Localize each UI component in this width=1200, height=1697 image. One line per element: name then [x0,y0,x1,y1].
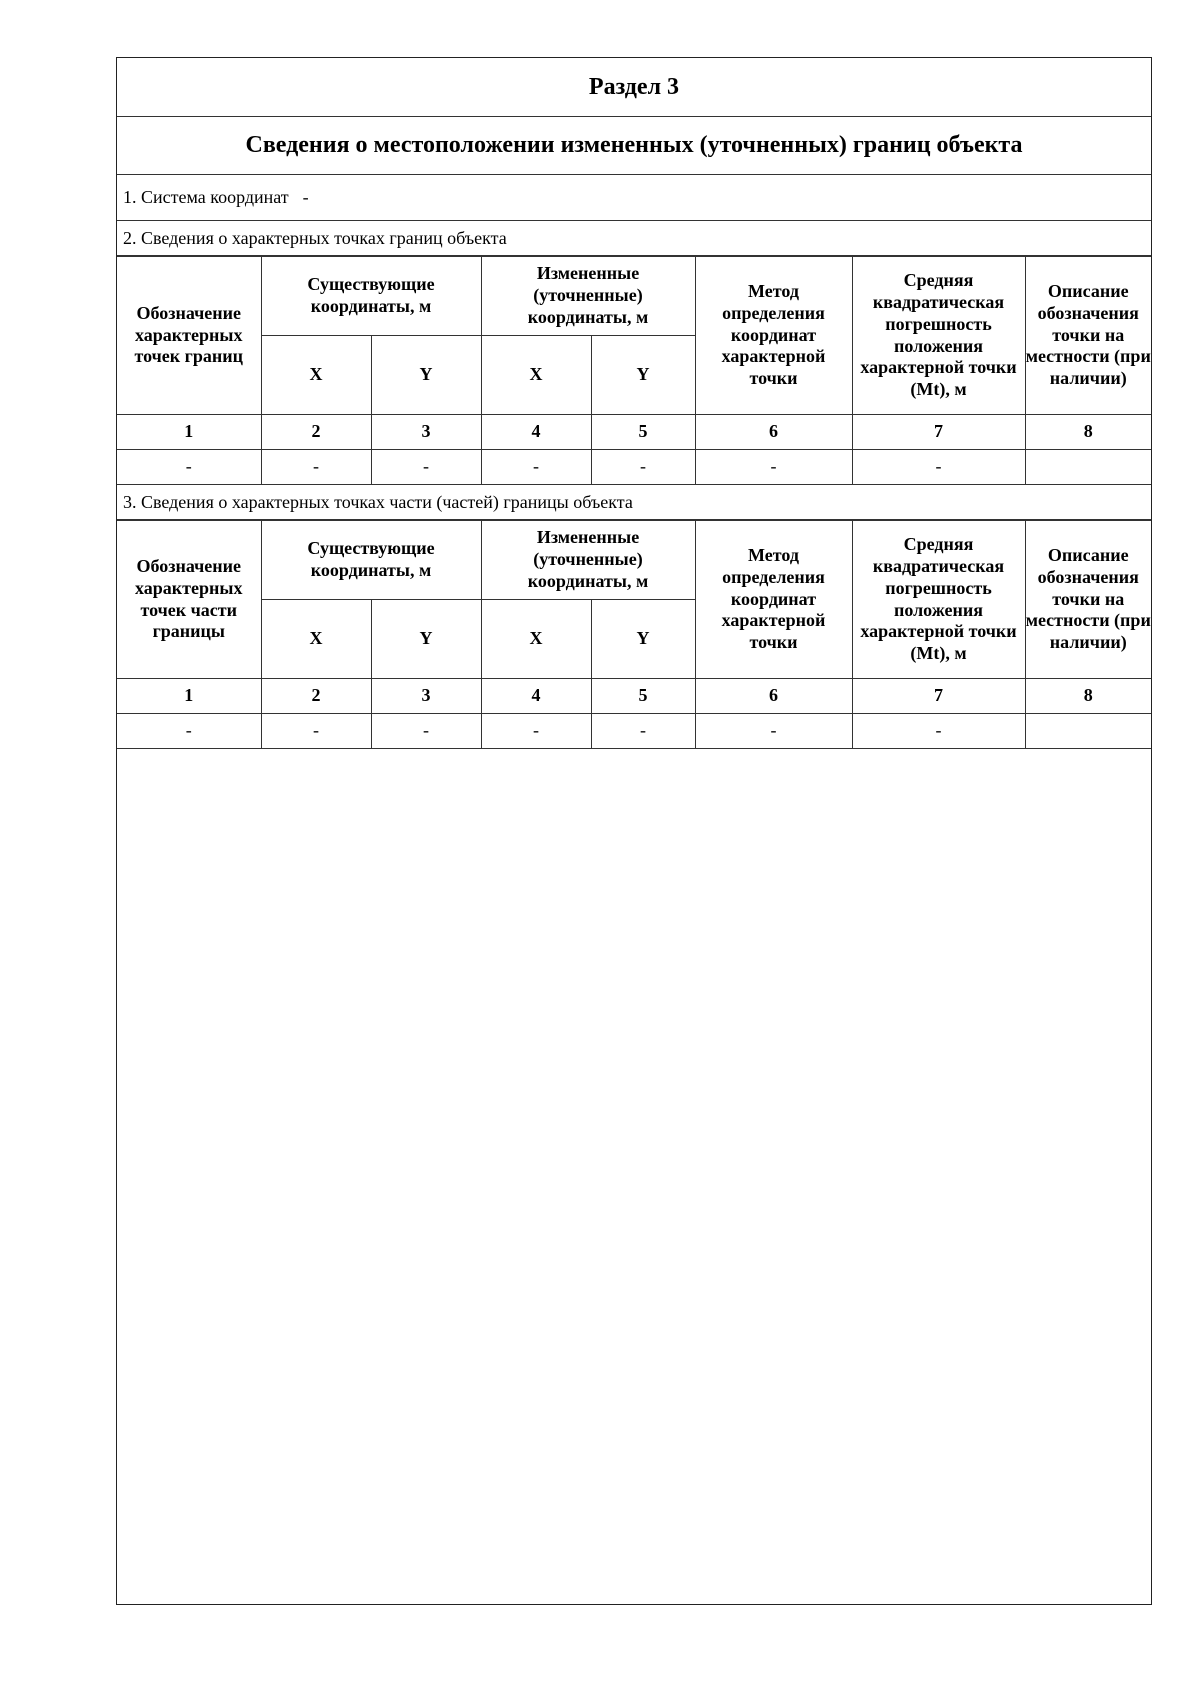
table2-cell: - [261,714,371,749]
table2-cell: - [591,714,695,749]
table1-col-number: 6 [695,415,852,450]
table1-col-number: 8 [1025,415,1151,450]
table-row [117,714,1151,749]
table1-col-number: 7 [852,415,1025,450]
table2-header-existing-x: X [261,600,371,679]
table2-caption: 3. Сведения о характерных точках части (частей) границы объекта [117,485,1151,520]
table2-header-changed-x: X [481,600,591,679]
table2-header-description: Описание обозначения точки на местности (при наличии) [1025,521,1151,679]
table2-header-changed-y: Y [591,600,695,679]
table2-header-error: Средняя квадратическая погрешность положения характерной точки (Mt), м [852,521,1025,679]
coord-system-label: 1. Система координат [123,187,289,207]
table-row [117,450,1151,485]
table2-col-number: 3 [371,679,481,714]
coord-system-value: - [302,187,309,207]
table2-col-number: 4 [481,679,591,714]
table1-header-error: Средняя квадратическая погрешность положения характерной точки (Mt), м [852,257,1025,415]
table1-cell: - [371,450,481,485]
table1-col-number: 3 [371,415,481,450]
table1-cell [1025,450,1151,485]
table2-col-number: 6 [695,679,852,714]
table2-col-number: 1 [117,679,261,714]
table2-cell: - [371,714,481,749]
section-subtitle: Сведения о местоположении измененных (уточненных) границ объекта [117,117,1151,175]
table1-header-designation: Обозначение характерных точек границ [117,257,261,415]
table1-cell: - [117,450,261,485]
table1 [117,256,1151,485]
table1-cell: - [695,450,852,485]
table2-header-existing: Существующие координаты, м [261,521,481,600]
table1-col-number: 4 [481,415,591,450]
table2-col-number: 8 [1025,679,1151,714]
table1-cell: - [261,450,371,485]
table1-caption: 2. Сведения о характерных точках границ объекта [117,221,1151,256]
table1-header-changed-x: X [481,336,591,415]
table2-header-existing-y: Y [371,600,481,679]
table1-header-method: Метод определения координат характерной точки [695,257,852,415]
table2-header-designation: Обозначение характерных точек части границы [117,521,261,679]
table1-header-changed-y: Y [591,336,695,415]
table1-cell: - [852,450,1025,485]
table1-col-numbers [117,415,1151,450]
table2-cell: - [852,714,1025,749]
table1-header-changed: Измененные (уточненные) координаты, м [481,257,695,336]
table2-col-number: 5 [591,679,695,714]
table2-cell: - [117,714,261,749]
table2-cell: - [695,714,852,749]
table1-header-description: Описание обозначения точки на местности (при наличии) [1025,257,1151,415]
table1-cell: - [481,450,591,485]
table1-header-existing-x: X [261,336,371,415]
table1-cell: - [591,450,695,485]
table2-header-method: Метод определения координат характерной точки [695,521,852,679]
table1-col-number: 2 [261,415,371,450]
table2-header-changed: Измененные (уточненные) координаты, м [481,521,695,600]
table2-col-number: 7 [852,679,1025,714]
table2 [117,520,1151,749]
table2-col-number: 2 [261,679,371,714]
table2-cell [1025,714,1151,749]
coord-system-row [117,175,1151,221]
table1-header-existing-y: Y [371,336,481,415]
table1-col-number: 5 [591,415,695,450]
table1-col-number: 1 [117,415,261,450]
table1-header-existing: Существующие координаты, м [261,257,481,336]
table2-col-numbers [117,679,1151,714]
table2-cell: - [481,714,591,749]
section-title: Раздел 3 [117,58,1151,117]
document-frame [116,57,1152,1605]
